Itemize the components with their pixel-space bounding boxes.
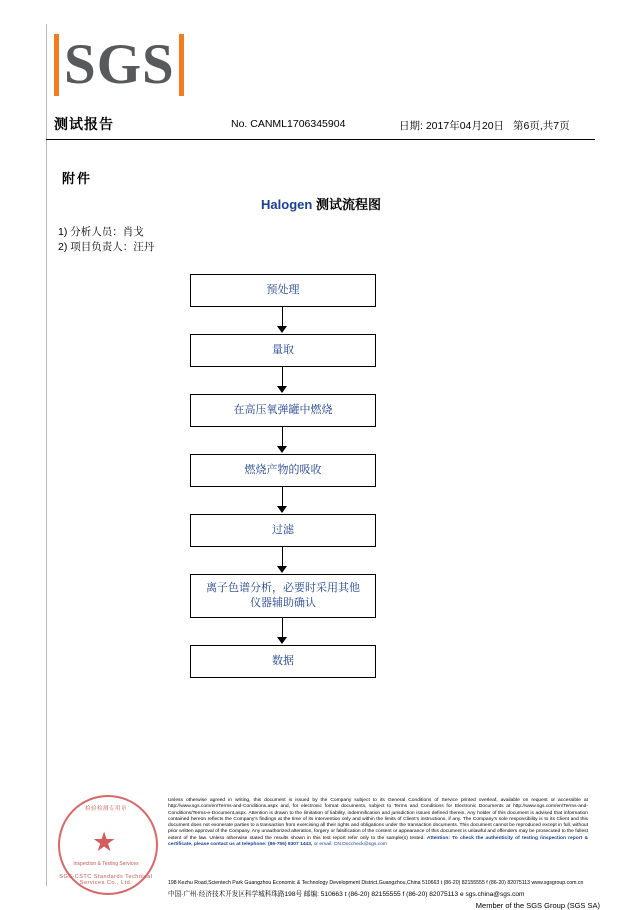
flow-node: 在高压氧弹罐中燃烧 <box>190 394 376 427</box>
legal-disclaimer <box>168 798 588 848</box>
flowchart-title-en: Halogen <box>261 197 316 212</box>
flow-node: 过滤 <box>190 514 376 547</box>
seal-bottom-text: SGS-CSTC Standards Technical Services Co., Ltd. <box>59 874 153 886</box>
flow-node: 预处理 <box>190 274 376 307</box>
legal-email: or email: CN.Doccheck@sgs.com <box>313 842 387 848</box>
header-divider <box>46 139 595 140</box>
seal-top-text: 检验检测专用章 <box>84 806 127 812</box>
flowchart <box>190 274 376 678</box>
seal-star-icon: ★ <box>92 827 117 857</box>
flowchart-title <box>0 194 642 213</box>
flow-node: 离子色谱分析，必要时采用其他仪器辅助确认 <box>190 574 376 618</box>
flow-connector <box>190 427 376 454</box>
arrow-down-icon <box>277 386 287 393</box>
flow-connector <box>190 307 376 334</box>
connector-line <box>282 367 283 388</box>
report-number: No. CANML1706345904 <box>231 118 346 130</box>
arrow-down-icon <box>277 326 287 333</box>
logo-text: SGS <box>64 33 175 96</box>
connector-line <box>282 547 283 568</box>
seal-inner-text: Inspection & Testing Services <box>73 861 139 867</box>
address-chinese: 中国·广州·经济技术开发区科学城科珠路198号 邮编: 510663 t (86-20) 82155555 f (86-20) 82075113 e sgs.china@sgs.com <box>168 891 525 898</box>
member-footer: Member of the SGS Group (SGS SA) <box>475 901 600 910</box>
page-title: 测试报告 <box>54 116 114 132</box>
company-seal-icon <box>58 795 156 893</box>
flow-connector <box>190 547 376 574</box>
legal-body: Unless otherwise agreed in writing, this document is issued by the Company subject to its General Conditions of Service printed overleaf, available on request or accessible at http://www.sgs.com/en/Terms-and-Conditions.aspx and, for electronic format documents, subject to Terms and Conditions for Electronic Documents at http://www.sgs.com/en/Terms-and-Conditions/Terms-e-Document.aspx. Attention is drawn to the limitation of liability, indemnification and jurisdiction issues defined therein. Any holder of this document is advised that information contained hereon reflects the Company's findings at the time of its intervention only and within the limits of Client's instructions, if any. The Company's sole responsibility is to its Client and this document does not exonerate parties to a transaction from exercising all their rights and obligations under the transaction documents. This document cannot be reproduced except in full, without prior written approval of the Company. Any unauthorized alteration, forgery or falsification of the content or appearance of this document is unlawful and offenders may be prosecuted to the fullest extent of the law. Unless otherwise stated the results shown in this test report refer only to the sample(s) tested. <box>168 798 588 841</box>
flow-connector <box>190 487 376 514</box>
logo-bar-left <box>54 34 59 96</box>
flowchart-title-cn: 测试流程图 <box>315 197 381 212</box>
address-english: 198 Kezhu Road,Scientech Park Guangzhou Economic & Technology Development District,Guangzhou,China 510663 t (86-20) 82155555 f (86-20) 82075113 www.sgsgroup.com.cn <box>168 880 584 886</box>
arrow-down-icon <box>277 506 287 513</box>
flow-node: 燃烧产物的吸收 <box>190 454 376 487</box>
flow-node: 数据 <box>190 645 376 678</box>
project-owner-line: 2) 项目负责人：汪丹 <box>58 241 155 253</box>
logo-bar-right <box>179 34 184 96</box>
flow-connector <box>190 367 376 394</box>
page-indicator: 第6页,共7页 <box>513 120 570 132</box>
connector-line <box>282 427 283 448</box>
connector-line <box>282 618 283 639</box>
arrow-down-icon <box>277 446 287 453</box>
sgs-logo <box>54 34 184 96</box>
connector-line <box>282 307 283 328</box>
legal-attention: Attention: To check the authenticity of testing /inspection report & certificate, please contact us at telephone: (86-755) 8307 1443, <box>168 835 588 848</box>
connector-line <box>282 487 283 508</box>
analyst-line: 1) 分析人员：肖戈 <box>58 226 144 238</box>
attachment-heading: 附件 <box>62 171 93 186</box>
page-left-rule <box>46 24 47 886</box>
flow-connector <box>190 618 376 645</box>
report-date: 日期: 2017年04月20日 <box>399 120 505 132</box>
flow-node: 量取 <box>190 334 376 367</box>
arrow-down-icon <box>277 637 287 644</box>
arrow-down-icon <box>277 566 287 573</box>
